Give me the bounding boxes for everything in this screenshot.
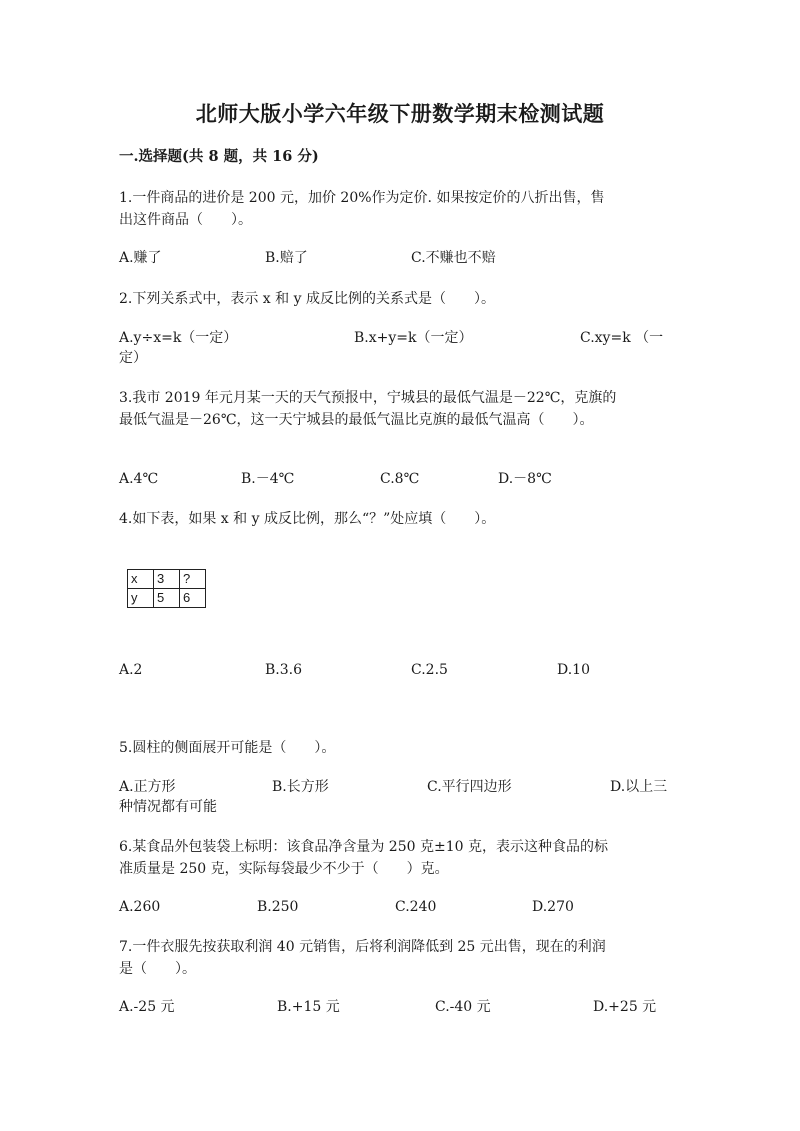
q7-option-c[interactable]: C.-40 元: [435, 999, 491, 1015]
table-cell: 5: [154, 589, 180, 608]
q4-option-a[interactable]: A.2: [119, 662, 143, 678]
q2-option-wrap: 定）: [119, 350, 147, 366]
table-row: [128, 589, 206, 608]
q4-option-d[interactable]: D.10: [557, 662, 590, 678]
q4-option-c[interactable]: C.2.5: [411, 662, 448, 678]
q1-option-c[interactable]: C.不赚也不赔: [411, 250, 496, 266]
question-1-line-1: 1.一件商品的进价是 200 元，加价 20%作为定价. 如果按定价的八折出售，售: [119, 190, 605, 206]
q7-option-b[interactable]: B.+15 元: [277, 999, 340, 1015]
q6-option-a[interactable]: A.260: [119, 899, 161, 915]
q2-option-b[interactable]: B.x+y=k（一定）: [354, 330, 473, 346]
q3-option-b[interactable]: B.－4℃: [241, 471, 295, 487]
q5-option-wrap: 种情况都有可能: [119, 799, 217, 815]
question-6-line-2: 准质量是 250 克，实际每袋最少不少于（ ）克。: [119, 861, 449, 877]
exam-title: 北师大版小学六年级下册数学期末检测试题: [195, 101, 605, 126]
q2-option-a[interactable]: A.y÷x=k（一定）: [119, 330, 238, 346]
question-3-line-2: 最低气温是－26℃，这一天宁城县的最低气温比克旗的最低气温高（ ）。: [119, 412, 594, 428]
table-cell: x: [128, 570, 154, 589]
question-4-line-1: 4.如下表，如果 x 和 y 成反比例，那么“？”处应填（ ）。: [119, 511, 496, 527]
proportion-table: [127, 569, 206, 608]
q6-option-c[interactable]: C.240: [395, 899, 437, 915]
question-7-line-1: 7.一件衣服先按获取利润 40 元销售，后将利润降低到 25 元出售，现在的利润: [119, 939, 606, 955]
table-row: [128, 570, 206, 589]
section-heading: 一.选择题(共 8 题，共 16 分): [119, 148, 319, 165]
question-5-line-1: 5.圆柱的侧面展开可能是（ ）。: [119, 740, 336, 756]
q2-option-c[interactable]: C.xy=k （一: [580, 330, 664, 346]
q5-option-d[interactable]: D.以上三: [610, 779, 668, 795]
question-2-line-1: 2.下列关系式中，表示 x 和 y 成反比例的关系式是（ ）。: [119, 291, 495, 307]
q5-option-a[interactable]: A.正方形: [119, 779, 176, 795]
table-cell: 6: [180, 589, 206, 608]
q5-option-b[interactable]: B.长方形: [272, 779, 329, 795]
q3-option-c[interactable]: C.8℃: [380, 471, 420, 487]
q1-option-a[interactable]: A.赚了: [119, 250, 162, 266]
q4-option-b[interactable]: B.3.6: [265, 662, 303, 678]
q3-option-d[interactable]: D.－8℃: [498, 471, 552, 487]
q5-option-c[interactable]: C.平行四边形: [427, 779, 512, 795]
table-cell: y: [128, 589, 154, 608]
q6-option-d[interactable]: D.270: [532, 899, 574, 915]
table-cell: 3: [154, 570, 180, 589]
q7-option-a[interactable]: A.-25 元: [119, 999, 175, 1015]
q7-option-d[interactable]: D.+25 元: [593, 999, 657, 1015]
question-6-line-1: 6.某食品外包装袋上标明：该食品净含量为 250 克±10 克，表示这种食品的标: [119, 839, 608, 855]
question-1-line-2: 出这件商品（ ）。: [119, 212, 252, 228]
q3-option-a[interactable]: A.4℃: [119, 471, 159, 487]
question-7-line-2: 是（ ）。: [119, 961, 196, 977]
q6-option-b[interactable]: B.250: [257, 899, 299, 915]
q1-option-b[interactable]: B.赔了: [265, 250, 308, 266]
table-cell: ?: [180, 570, 206, 589]
question-3-line-1: 3.我市 2019 年元月某一天的天气预报中，宁城县的最低气温是－22℃，克旗的: [119, 390, 617, 406]
